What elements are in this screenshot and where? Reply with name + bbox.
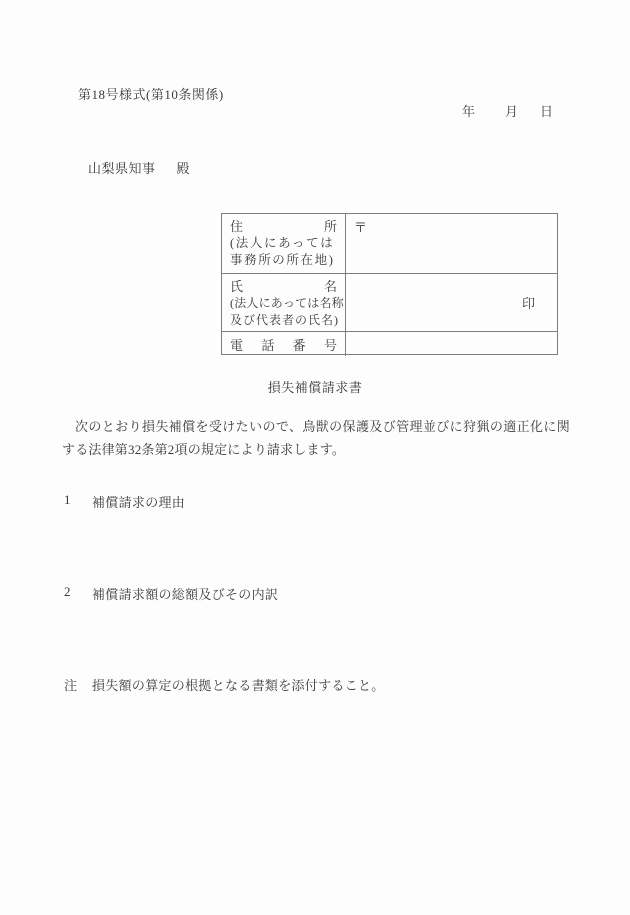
phone-input-cell[interactable] — [345, 331, 557, 356]
addressee-line — [88, 158, 190, 177]
phone-label-char-3: 番 — [292, 337, 306, 353]
address-label-left: 住 — [230, 219, 244, 234]
phone-label-char-2: 話 — [261, 337, 275, 353]
address-label-right: 所 — [323, 219, 337, 234]
applicant-info-table — [221, 213, 558, 355]
item-1 — [64, 492, 185, 511]
address-label-cell — [222, 214, 345, 273]
item-2 — [64, 584, 278, 603]
item-2-text: 補償請求額の総額及びその内訳 — [92, 587, 279, 602]
form-number: 第18号様式(第10条関係) — [78, 87, 224, 102]
address-label-sub1: (法人にあっては — [230, 236, 335, 250]
address-label — [230, 218, 337, 235]
phone-label-char-1: 電 — [230, 337, 244, 353]
date-month-label: 月 — [505, 104, 519, 119]
seal-mark: 印 — [521, 296, 535, 311]
phone-label — [230, 335, 337, 354]
name-label — [230, 278, 337, 295]
name-input-cell[interactable] — [345, 273, 557, 331]
item-2-marker: 2 — [64, 584, 71, 599]
name-label-cell — [222, 273, 345, 331]
address-label-sub2: 事務所の所在地) — [230, 253, 335, 267]
body-paragraph: 次のとおり損失補償を受けたいので、鳥獣の保護及び管理並びに狩猟の適正化に関する法律第32条第2項の規定により請求します。 — [62, 419, 570, 457]
phone-label-char-4: 号 — [323, 337, 337, 353]
address-input-cell[interactable] — [345, 214, 557, 273]
note-marker: 注 — [64, 678, 78, 693]
postal-mark: 〒 — [354, 220, 368, 235]
date-line — [462, 101, 553, 120]
addressee-name: 山梨県知事 — [88, 161, 156, 176]
name-label-sub2: 及び代表者の氏名) — [230, 313, 339, 327]
document-title: 損失補償請求書 — [267, 380, 363, 395]
date-year-label: 年 — [462, 104, 476, 119]
note — [64, 675, 385, 694]
date-day-label: 日 — [540, 104, 554, 119]
note-text: 損失額の算定の根拠となる書類を添付すること。 — [92, 678, 385, 693]
name-label-sub1: (法人にあっては名称 — [230, 296, 344, 310]
name-label-left: 氏 — [230, 279, 244, 294]
phone-label-cell — [222, 331, 345, 356]
item-1-marker: 1 — [64, 492, 71, 507]
addressee-honorific: 殿 — [176, 161, 191, 176]
item-1-text: 補償請求の理由 — [92, 495, 186, 510]
name-label-right: 名 — [323, 279, 337, 294]
